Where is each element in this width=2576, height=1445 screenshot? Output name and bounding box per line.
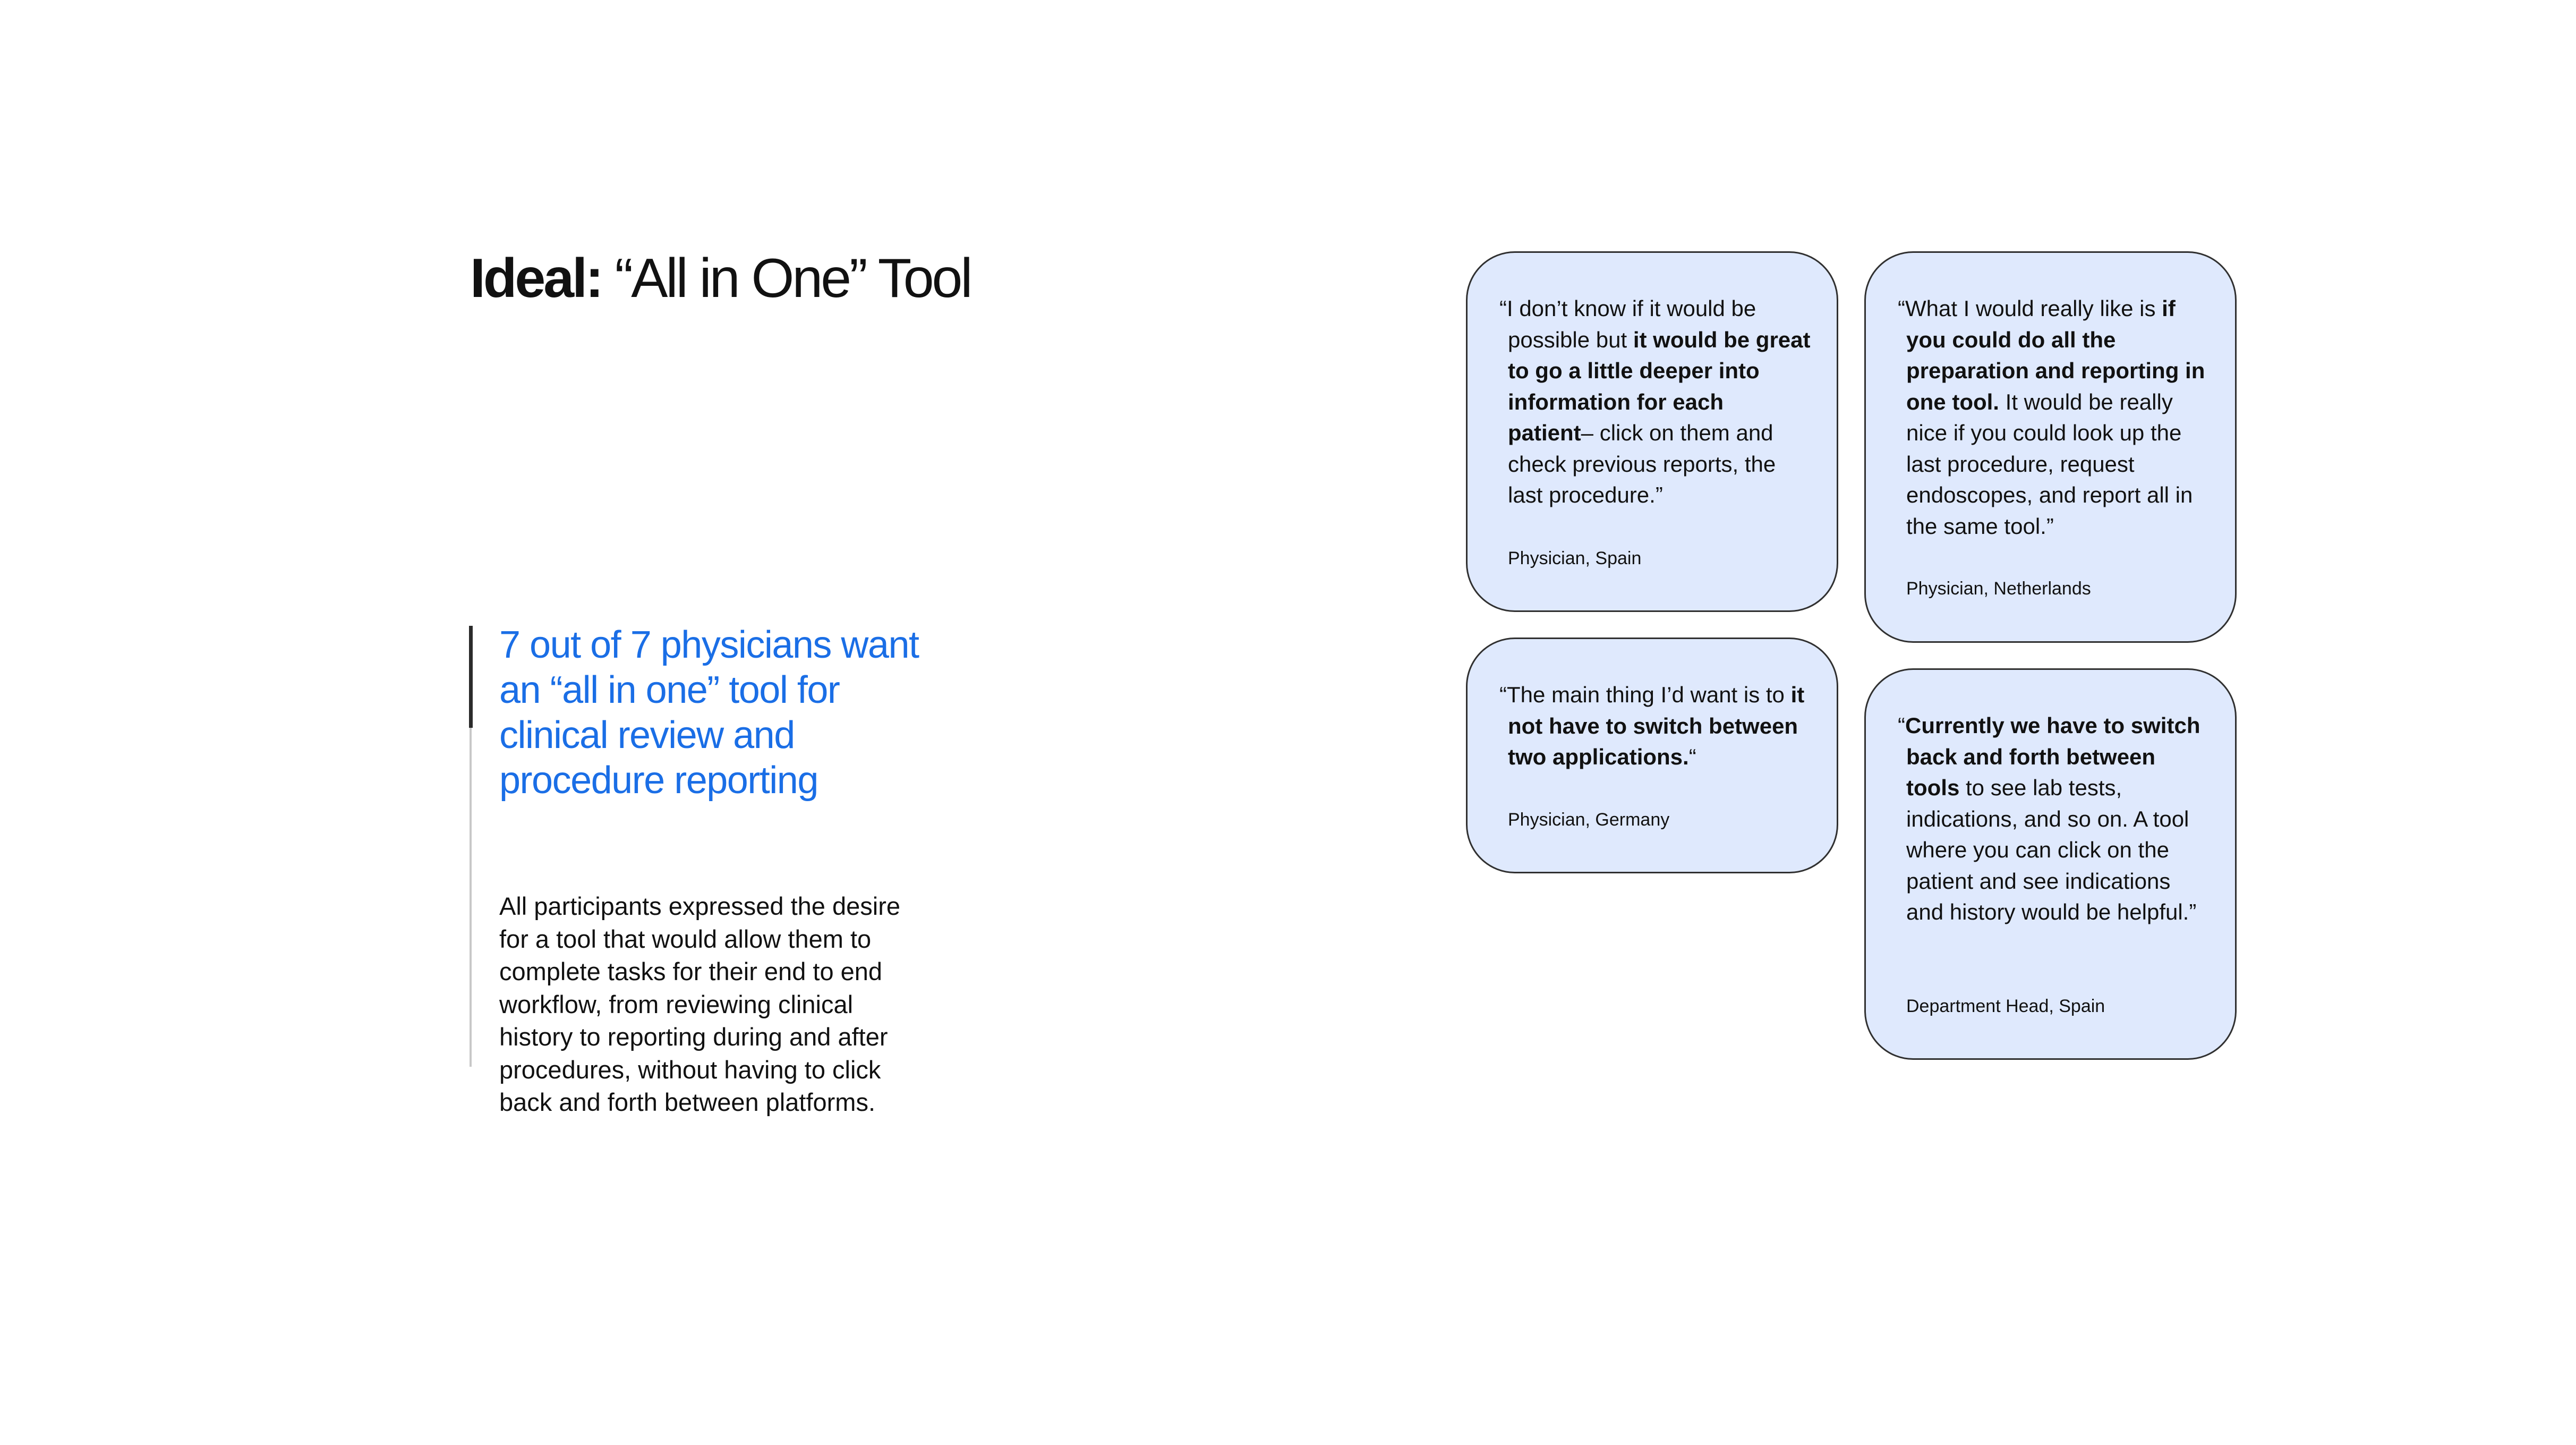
quote-text [1499, 679, 1811, 773]
quote-attribution: Department Head, Spain [1906, 996, 2105, 1016]
quote-text [1499, 293, 1811, 511]
quote-highlight: Currently we have to switch back and forth between tools [1905, 713, 2200, 800]
quote-attribution: Physician, Spain [1508, 548, 1642, 568]
quote-segment: “I don’t know if it would be possible but [1499, 296, 1756, 352]
section-divider-accent [469, 626, 473, 728]
quote-text [1898, 293, 2209, 542]
quote-segment: It would be really nice if you could look up the last procedure, request endoscopes, and report all in the same tool.” [1906, 389, 2193, 539]
quote-attribution: Physician, Netherlands [1906, 579, 2091, 599]
finding-description: All participants expressed the desire for a tool that would allow them to complete tasks for their end to end workflow, from reviewing clinical history to reporting during and after procedures, without having to click back and forth between platforms. [499, 892, 901, 1116]
quote-highlight: it would be great to go a little deeper into information for each patient [1508, 327, 1811, 445]
quote-segment: “What I would really like is [1898, 296, 2162, 321]
quote-text [1898, 710, 2209, 928]
quote-card [1864, 668, 2237, 1060]
quote-card [1466, 638, 1838, 873]
quote-highlight: if you could do all the preparation and reporting in one tool. [1906, 296, 2205, 414]
quote-card [1466, 251, 1838, 612]
quote-segment: to see lab tests, indications, and so on. A tool where you can click on the patient and see indications and history would be helpful.” [1906, 775, 2197, 924]
quote-segment: “The main thing I’d want is to [1499, 682, 1791, 707]
quote-attribution: Physician, Germany [1508, 810, 1670, 830]
title-bold-label: Ideal: [470, 248, 602, 309]
page-title [470, 250, 971, 308]
quote-segment: “ [1688, 744, 1696, 769]
key-finding-headline: 7 out of 7 physicians want an “all in one” tool for clinical review and procedure reporting [499, 624, 919, 802]
title-rest-label: “All in One” Tool [601, 248, 971, 309]
quote-card [1864, 251, 2237, 643]
quote-segment: “ [1898, 713, 1905, 738]
quote-highlight: it not have to switch between two applications. [1508, 682, 1805, 769]
quote-segment: – click on them and check previous reports, the last procedure.” [1508, 420, 1776, 507]
